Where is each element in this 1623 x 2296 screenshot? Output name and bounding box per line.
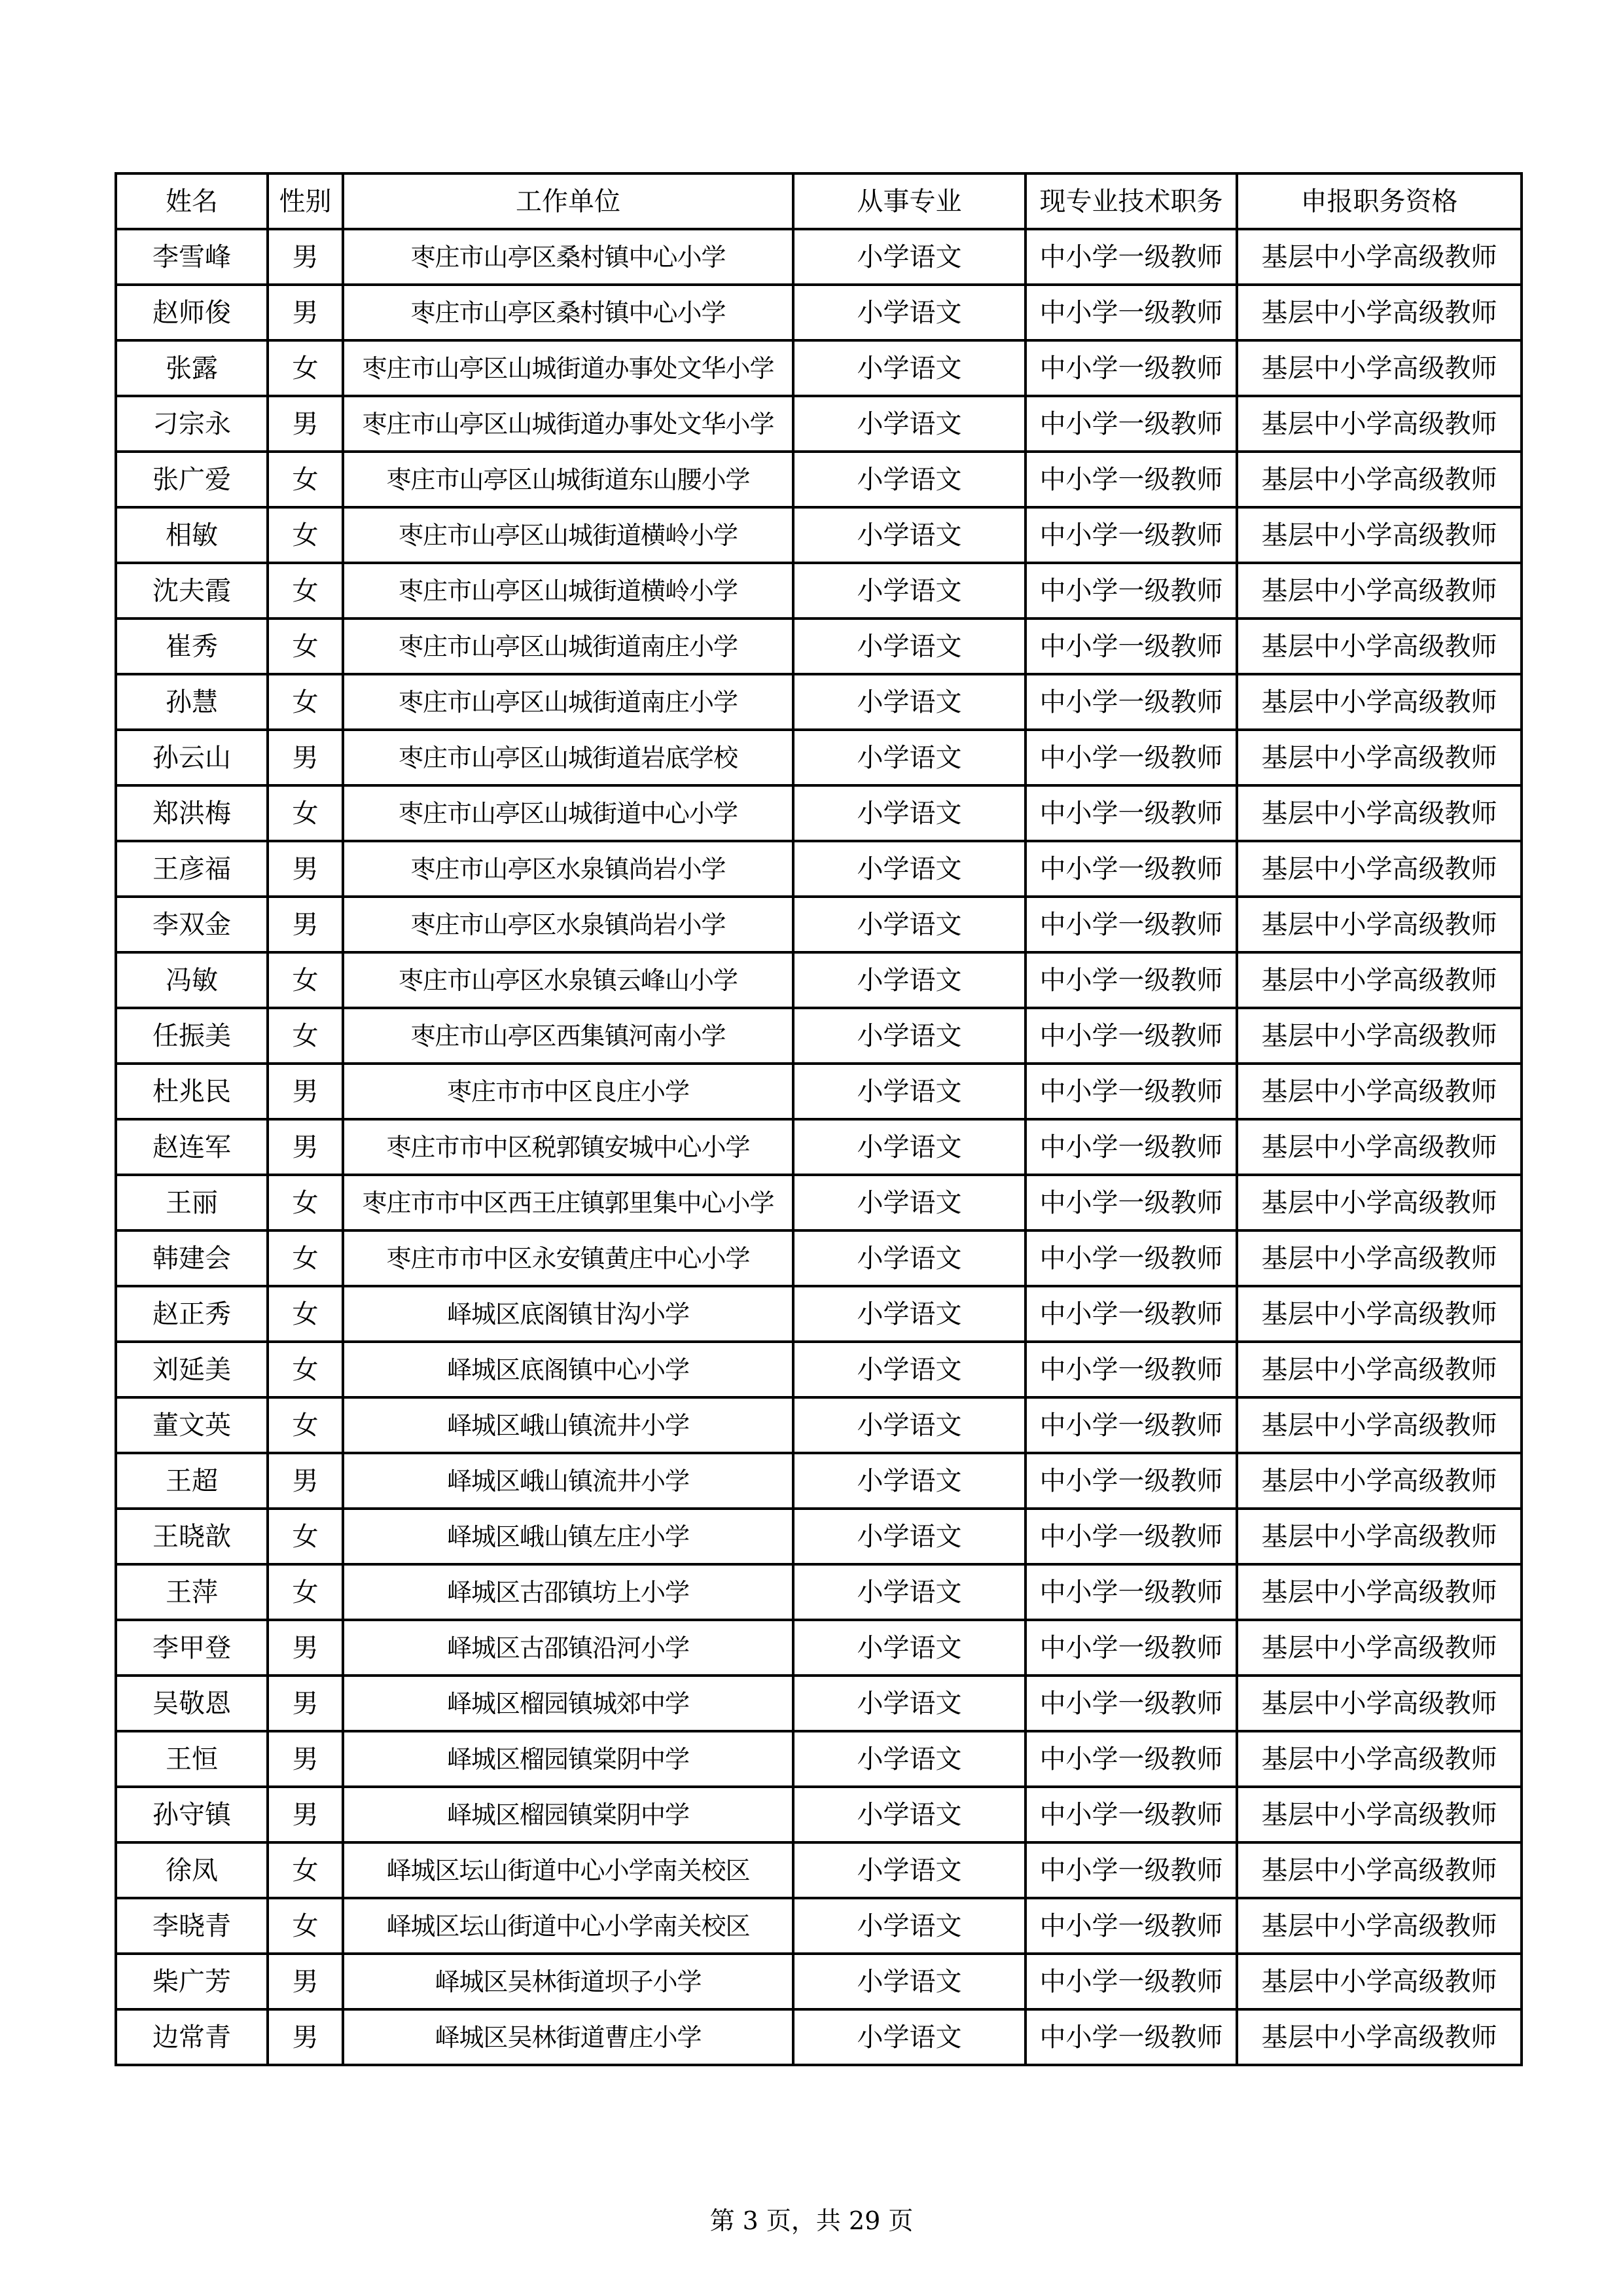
- cell-applied-qualification: 基层中小学高级教师: [1237, 841, 1522, 897]
- table-row: [116, 1064, 1522, 1119]
- cell-work-unit: 枣庄市山亭区水泉镇尚岩小学: [343, 841, 793, 897]
- table-row: [116, 1787, 1522, 1842]
- cell-name: 吴敬恩: [116, 1676, 268, 1731]
- cell-applied-qualification: 基层中小学高级教师: [1237, 1453, 1522, 1509]
- cell-specialty: 小学语文: [793, 340, 1026, 396]
- cell-gender: 男: [268, 730, 343, 785]
- cell-current-title: 中小学一级教师: [1026, 1230, 1237, 1286]
- header-name: 姓名: [116, 173, 268, 229]
- table-row: [116, 1342, 1522, 1397]
- cell-work-unit: 峄城区古邵镇沿河小学: [343, 1620, 793, 1676]
- table-row: [116, 1453, 1522, 1509]
- table-row: [116, 1676, 1522, 1731]
- cell-gender: 女: [268, 785, 343, 841]
- cell-current-title: 中小学一级教师: [1026, 1898, 1237, 1954]
- table-row: [116, 1286, 1522, 1342]
- cell-work-unit: 枣庄市山亭区水泉镇尚岩小学: [343, 897, 793, 952]
- cell-applied-qualification: 基层中小学高级教师: [1237, 1286, 1522, 1342]
- cell-specialty: 小学语文: [793, 396, 1026, 452]
- cell-applied-qualification: 基层中小学高级教师: [1237, 340, 1522, 396]
- cell-gender: 男: [268, 1620, 343, 1676]
- cell-applied-qualification: 基层中小学高级教师: [1237, 507, 1522, 563]
- table-row: [116, 1731, 1522, 1787]
- table-row: [116, 1564, 1522, 1620]
- table-row: [116, 674, 1522, 730]
- cell-work-unit: 枣庄市山亭区山城街道横岭小学: [343, 507, 793, 563]
- cell-applied-qualification: 基层中小学高级教师: [1237, 452, 1522, 507]
- cell-specialty: 小学语文: [793, 841, 1026, 897]
- table-row: [116, 563, 1522, 619]
- cell-specialty: 小学语文: [793, 1898, 1026, 1954]
- cell-gender: 男: [268, 841, 343, 897]
- header-row: [116, 173, 1522, 229]
- cell-gender: 女: [268, 452, 343, 507]
- cell-specialty: 小学语文: [793, 674, 1026, 730]
- cell-gender: 男: [268, 229, 343, 285]
- cell-gender: 女: [268, 1397, 343, 1453]
- cell-specialty: 小学语文: [793, 1342, 1026, 1397]
- cell-applied-qualification: 基层中小学高级教师: [1237, 1898, 1522, 1954]
- cell-work-unit: 枣庄市山亭区山城街道东山腰小学: [343, 452, 793, 507]
- table-row: [116, 841, 1522, 897]
- cell-specialty: 小学语文: [793, 1119, 1026, 1175]
- table-body: [116, 229, 1522, 2065]
- cell-current-title: 中小学一级教师: [1026, 452, 1237, 507]
- cell-name: 李晓青: [116, 1898, 268, 1954]
- cell-specialty: 小学语文: [793, 1064, 1026, 1119]
- header-current-title: 现专业技术职务: [1026, 173, 1237, 229]
- cell-applied-qualification: 基层中小学高级教师: [1237, 1954, 1522, 2009]
- cell-applied-qualification: 基层中小学高级教师: [1237, 396, 1522, 452]
- cell-name: 徐凤: [116, 1842, 268, 1898]
- cell-gender: 女: [268, 674, 343, 730]
- cell-specialty: 小学语文: [793, 1509, 1026, 1564]
- cell-gender: 男: [268, 1676, 343, 1731]
- cell-name: 刁宗永: [116, 396, 268, 452]
- header-specialty: 从事专业: [793, 173, 1026, 229]
- cell-work-unit: 峄城区古邵镇坊上小学: [343, 1564, 793, 1620]
- table-row: [116, 1008, 1522, 1064]
- cell-current-title: 中小学一级教师: [1026, 1397, 1237, 1453]
- cell-name: 董文英: [116, 1397, 268, 1453]
- cell-current-title: 中小学一级教师: [1026, 841, 1237, 897]
- table-row: [116, 619, 1522, 674]
- page-footer: 第 3 页，共 29 页: [709, 2206, 914, 2235]
- cell-current-title: 中小学一级教师: [1026, 1564, 1237, 1620]
- cell-applied-qualification: 基层中小学高级教师: [1237, 730, 1522, 785]
- cell-applied-qualification: 基层中小学高级教师: [1237, 1620, 1522, 1676]
- cell-applied-qualification: 基层中小学高级教师: [1237, 1175, 1522, 1230]
- cell-applied-qualification: 基层中小学高级教师: [1237, 1230, 1522, 1286]
- cell-applied-qualification: 基层中小学高级教师: [1237, 1119, 1522, 1175]
- table-row: [116, 730, 1522, 785]
- cell-work-unit: 峄城区榴园镇城郊中学: [343, 1676, 793, 1731]
- cell-applied-qualification: 基层中小学高级教师: [1237, 785, 1522, 841]
- cell-work-unit: 峄城区峨山镇左庄小学: [343, 1509, 793, 1564]
- cell-current-title: 中小学一级教师: [1026, 1842, 1237, 1898]
- cell-current-title: 中小学一级教师: [1026, 1787, 1237, 1842]
- cell-applied-qualification: 基层中小学高级教师: [1237, 285, 1522, 340]
- cell-work-unit: 枣庄市山亭区山城街道横岭小学: [343, 563, 793, 619]
- cell-specialty: 小学语文: [793, 1787, 1026, 1842]
- cell-gender: 男: [268, 1787, 343, 1842]
- cell-gender: 女: [268, 1842, 343, 1898]
- cell-work-unit: 枣庄市山亭区山城街道办事处文华小学: [343, 340, 793, 396]
- cell-name: 孙云山: [116, 730, 268, 785]
- cell-specialty: 小学语文: [793, 1731, 1026, 1787]
- cell-current-title: 中小学一级教师: [1026, 1731, 1237, 1787]
- cell-gender: 男: [268, 1119, 343, 1175]
- cell-name: 沈夫霞: [116, 563, 268, 619]
- cell-work-unit: 枣庄市山亭区山城街道南庄小学: [343, 674, 793, 730]
- cell-specialty: 小学语文: [793, 730, 1026, 785]
- table-row: [116, 452, 1522, 507]
- cell-work-unit: 峄城区峨山镇流井小学: [343, 1453, 793, 1509]
- cell-work-unit: 峄城区坛山街道中心小学南关校区: [343, 1842, 793, 1898]
- cell-gender: 男: [268, 1064, 343, 1119]
- cell-current-title: 中小学一级教师: [1026, 1676, 1237, 1731]
- cell-gender: 女: [268, 1564, 343, 1620]
- table-row: [116, 1119, 1522, 1175]
- cell-gender: 女: [268, 1230, 343, 1286]
- cell-name: 王彦福: [116, 841, 268, 897]
- cell-current-title: 中小学一级教师: [1026, 1175, 1237, 1230]
- cell-work-unit: 峄城区峨山镇流井小学: [343, 1397, 793, 1453]
- header-work-unit: 工作单位: [343, 173, 793, 229]
- cell-current-title: 中小学一级教师: [1026, 952, 1237, 1008]
- table-row: [116, 897, 1522, 952]
- cell-work-unit: 峄城区底阁镇中心小学: [343, 1342, 793, 1397]
- cell-name: 孙慧: [116, 674, 268, 730]
- cell-current-title: 中小学一级教师: [1026, 1064, 1237, 1119]
- cell-gender: 男: [268, 1954, 343, 2009]
- cell-specialty: 小学语文: [793, 1286, 1026, 1342]
- cell-name: 孙守镇: [116, 1787, 268, 1842]
- cell-work-unit: 枣庄市山亭区水泉镇云峰山小学: [343, 952, 793, 1008]
- cell-gender: 女: [268, 1286, 343, 1342]
- cell-specialty: 小学语文: [793, 1954, 1026, 2009]
- cell-gender: 女: [268, 1509, 343, 1564]
- cell-current-title: 中小学一级教师: [1026, 285, 1237, 340]
- cell-specialty: 小学语文: [793, 563, 1026, 619]
- cell-name: 韩建会: [116, 1230, 268, 1286]
- cell-applied-qualification: 基层中小学高级教师: [1237, 229, 1522, 285]
- cell-name: 任振美: [116, 1008, 268, 1064]
- table-row: [116, 1509, 1522, 1564]
- cell-name: 相敏: [116, 507, 268, 563]
- cell-gender: 男: [268, 396, 343, 452]
- cell-name: 冯敏: [116, 952, 268, 1008]
- cell-current-title: 中小学一级教师: [1026, 1620, 1237, 1676]
- header-gender: 性别: [268, 173, 343, 229]
- table-row: [116, 507, 1522, 563]
- cell-specialty: 小学语文: [793, 507, 1026, 563]
- cell-work-unit: 枣庄市山亭区西集镇河南小学: [343, 1008, 793, 1064]
- cell-name: 张广爱: [116, 452, 268, 507]
- cell-gender: 女: [268, 1008, 343, 1064]
- cell-current-title: 中小学一级教师: [1026, 897, 1237, 952]
- cell-current-title: 中小学一级教师: [1026, 619, 1237, 674]
- cell-specialty: 小学语文: [793, 1676, 1026, 1731]
- cell-applied-qualification: 基层中小学高级教师: [1237, 1842, 1522, 1898]
- cell-name: 张露: [116, 340, 268, 396]
- cell-gender: 男: [268, 897, 343, 952]
- cell-gender: 女: [268, 507, 343, 563]
- cell-current-title: 中小学一级教师: [1026, 2009, 1237, 2065]
- table-row: [116, 229, 1522, 285]
- cell-specialty: 小学语文: [793, 785, 1026, 841]
- cell-gender: 女: [268, 1898, 343, 1954]
- cell-name: 李雪峰: [116, 229, 268, 285]
- table-row: [116, 396, 1522, 452]
- table-row: [116, 1175, 1522, 1230]
- cell-current-title: 中小学一级教师: [1026, 1008, 1237, 1064]
- table-row: [116, 1954, 1522, 2009]
- cell-applied-qualification: 基层中小学高级教师: [1237, 1509, 1522, 1564]
- cell-current-title: 中小学一级教师: [1026, 785, 1237, 841]
- cell-applied-qualification: 基层中小学高级教师: [1237, 1342, 1522, 1397]
- cell-specialty: 小学语文: [793, 1230, 1026, 1286]
- table-row: [116, 952, 1522, 1008]
- cell-gender: 女: [268, 619, 343, 674]
- cell-name: 王恒: [116, 1731, 268, 1787]
- cell-applied-qualification: 基层中小学高级教师: [1237, 1564, 1522, 1620]
- cell-name: 崔秀: [116, 619, 268, 674]
- table-row: [116, 1620, 1522, 1676]
- cell-work-unit: 枣庄市山亭区桑村镇中心小学: [343, 285, 793, 340]
- table-row: [116, 1898, 1522, 1954]
- cell-applied-qualification: 基层中小学高级教师: [1237, 1397, 1522, 1453]
- table-row: [116, 2009, 1522, 2065]
- table-row: [116, 785, 1522, 841]
- cell-name: 赵师俊: [116, 285, 268, 340]
- cell-current-title: 中小学一级教师: [1026, 1286, 1237, 1342]
- cell-applied-qualification: 基层中小学高级教师: [1237, 619, 1522, 674]
- cell-work-unit: 枣庄市市中区良庄小学: [343, 1064, 793, 1119]
- table-row: [116, 1397, 1522, 1453]
- cell-current-title: 中小学一级教师: [1026, 1342, 1237, 1397]
- cell-current-title: 中小学一级教师: [1026, 340, 1237, 396]
- cell-specialty: 小学语文: [793, 1842, 1026, 1898]
- roster-table: [115, 172, 1523, 2066]
- cell-applied-qualification: 基层中小学高级教师: [1237, 563, 1522, 619]
- cell-specialty: 小学语文: [793, 452, 1026, 507]
- cell-name: 柴广芳: [116, 1954, 268, 2009]
- cell-work-unit: 枣庄市山亭区桑村镇中心小学: [343, 229, 793, 285]
- cell-specialty: 小学语文: [793, 619, 1026, 674]
- cell-work-unit: 峄城区坛山街道中心小学南关校区: [343, 1898, 793, 1954]
- cell-gender: 男: [268, 285, 343, 340]
- cell-work-unit: 枣庄市山亭区山城街道中心小学: [343, 785, 793, 841]
- cell-gender: 女: [268, 563, 343, 619]
- cell-current-title: 中小学一级教师: [1026, 563, 1237, 619]
- cell-name: 郑洪梅: [116, 785, 268, 841]
- cell-name: 赵正秀: [116, 1286, 268, 1342]
- cell-gender: 女: [268, 952, 343, 1008]
- table-row: [116, 285, 1522, 340]
- cell-name: 王丽: [116, 1175, 268, 1230]
- cell-current-title: 中小学一级教师: [1026, 1954, 1237, 2009]
- cell-specialty: 小学语文: [793, 897, 1026, 952]
- cell-specialty: 小学语文: [793, 229, 1026, 285]
- table-row: [116, 340, 1522, 396]
- cell-specialty: 小学语文: [793, 1564, 1026, 1620]
- cell-current-title: 中小学一级教师: [1026, 674, 1237, 730]
- cell-applied-qualification: 基层中小学高级教师: [1237, 2009, 1522, 2065]
- cell-current-title: 中小学一级教师: [1026, 1119, 1237, 1175]
- cell-applied-qualification: 基层中小学高级教师: [1237, 1731, 1522, 1787]
- cell-work-unit: 峄城区榴园镇棠阴中学: [343, 1787, 793, 1842]
- cell-gender: 女: [268, 340, 343, 396]
- cell-specialty: 小学语文: [793, 1620, 1026, 1676]
- cell-work-unit: 峄城区吴林街道坝子小学: [343, 1954, 793, 2009]
- cell-specialty: 小学语文: [793, 1175, 1026, 1230]
- cell-current-title: 中小学一级教师: [1026, 730, 1237, 785]
- cell-applied-qualification: 基层中小学高级教师: [1237, 1008, 1522, 1064]
- cell-work-unit: 枣庄市市中区税郭镇安城中心小学: [343, 1119, 793, 1175]
- cell-applied-qualification: 基层中小学高级教师: [1237, 1064, 1522, 1119]
- cell-specialty: 小学语文: [793, 952, 1026, 1008]
- cell-applied-qualification: 基层中小学高级教师: [1237, 674, 1522, 730]
- cell-name: 边常青: [116, 2009, 268, 2065]
- cell-work-unit: 峄城区底阁镇甘沟小学: [343, 1286, 793, 1342]
- cell-gender: 女: [268, 1342, 343, 1397]
- cell-current-title: 中小学一级教师: [1026, 396, 1237, 452]
- cell-specialty: 小学语文: [793, 2009, 1026, 2065]
- cell-gender: 男: [268, 2009, 343, 2065]
- cell-work-unit: 枣庄市山亭区山城街道办事处文华小学: [343, 396, 793, 452]
- cell-specialty: 小学语文: [793, 1008, 1026, 1064]
- cell-gender: 男: [268, 1453, 343, 1509]
- cell-applied-qualification: 基层中小学高级教师: [1237, 1787, 1522, 1842]
- cell-specialty: 小学语文: [793, 285, 1026, 340]
- cell-name: 赵连军: [116, 1119, 268, 1175]
- cell-work-unit: 枣庄市山亭区山城街道南庄小学: [343, 619, 793, 674]
- cell-current-title: 中小学一级教师: [1026, 507, 1237, 563]
- cell-name: 杜兆民: [116, 1064, 268, 1119]
- cell-name: 王晓歆: [116, 1509, 268, 1564]
- cell-work-unit: 枣庄市山亭区山城街道岩底学校: [343, 730, 793, 785]
- table-row: [116, 1230, 1522, 1286]
- cell-applied-qualification: 基层中小学高级教师: [1237, 1676, 1522, 1731]
- cell-current-title: 中小学一级教师: [1026, 1509, 1237, 1564]
- cell-applied-qualification: 基层中小学高级教师: [1237, 952, 1522, 1008]
- cell-work-unit: 枣庄市市中区西王庄镇郭里集中心小学: [343, 1175, 793, 1230]
- cell-specialty: 小学语文: [793, 1397, 1026, 1453]
- cell-name: 李双金: [116, 897, 268, 952]
- cell-specialty: 小学语文: [793, 1453, 1026, 1509]
- cell-name: 刘延美: [116, 1342, 268, 1397]
- cell-gender: 女: [268, 1175, 343, 1230]
- cell-name: 王超: [116, 1453, 268, 1509]
- cell-current-title: 中小学一级教师: [1026, 229, 1237, 285]
- cell-work-unit: 枣庄市市中区永安镇黄庄中心小学: [343, 1230, 793, 1286]
- cell-gender: 男: [268, 1731, 343, 1787]
- cell-name: 王萍: [116, 1564, 268, 1620]
- header-applied-qualification: 申报职务资格: [1237, 173, 1522, 229]
- cell-name: 李甲登: [116, 1620, 268, 1676]
- cell-work-unit: 峄城区吴林街道曹庄小学: [343, 2009, 793, 2065]
- cell-current-title: 中小学一级教师: [1026, 1453, 1237, 1509]
- cell-applied-qualification: 基层中小学高级教师: [1237, 897, 1522, 952]
- table-row: [116, 1842, 1522, 1898]
- cell-work-unit: 峄城区榴园镇棠阴中学: [343, 1731, 793, 1787]
